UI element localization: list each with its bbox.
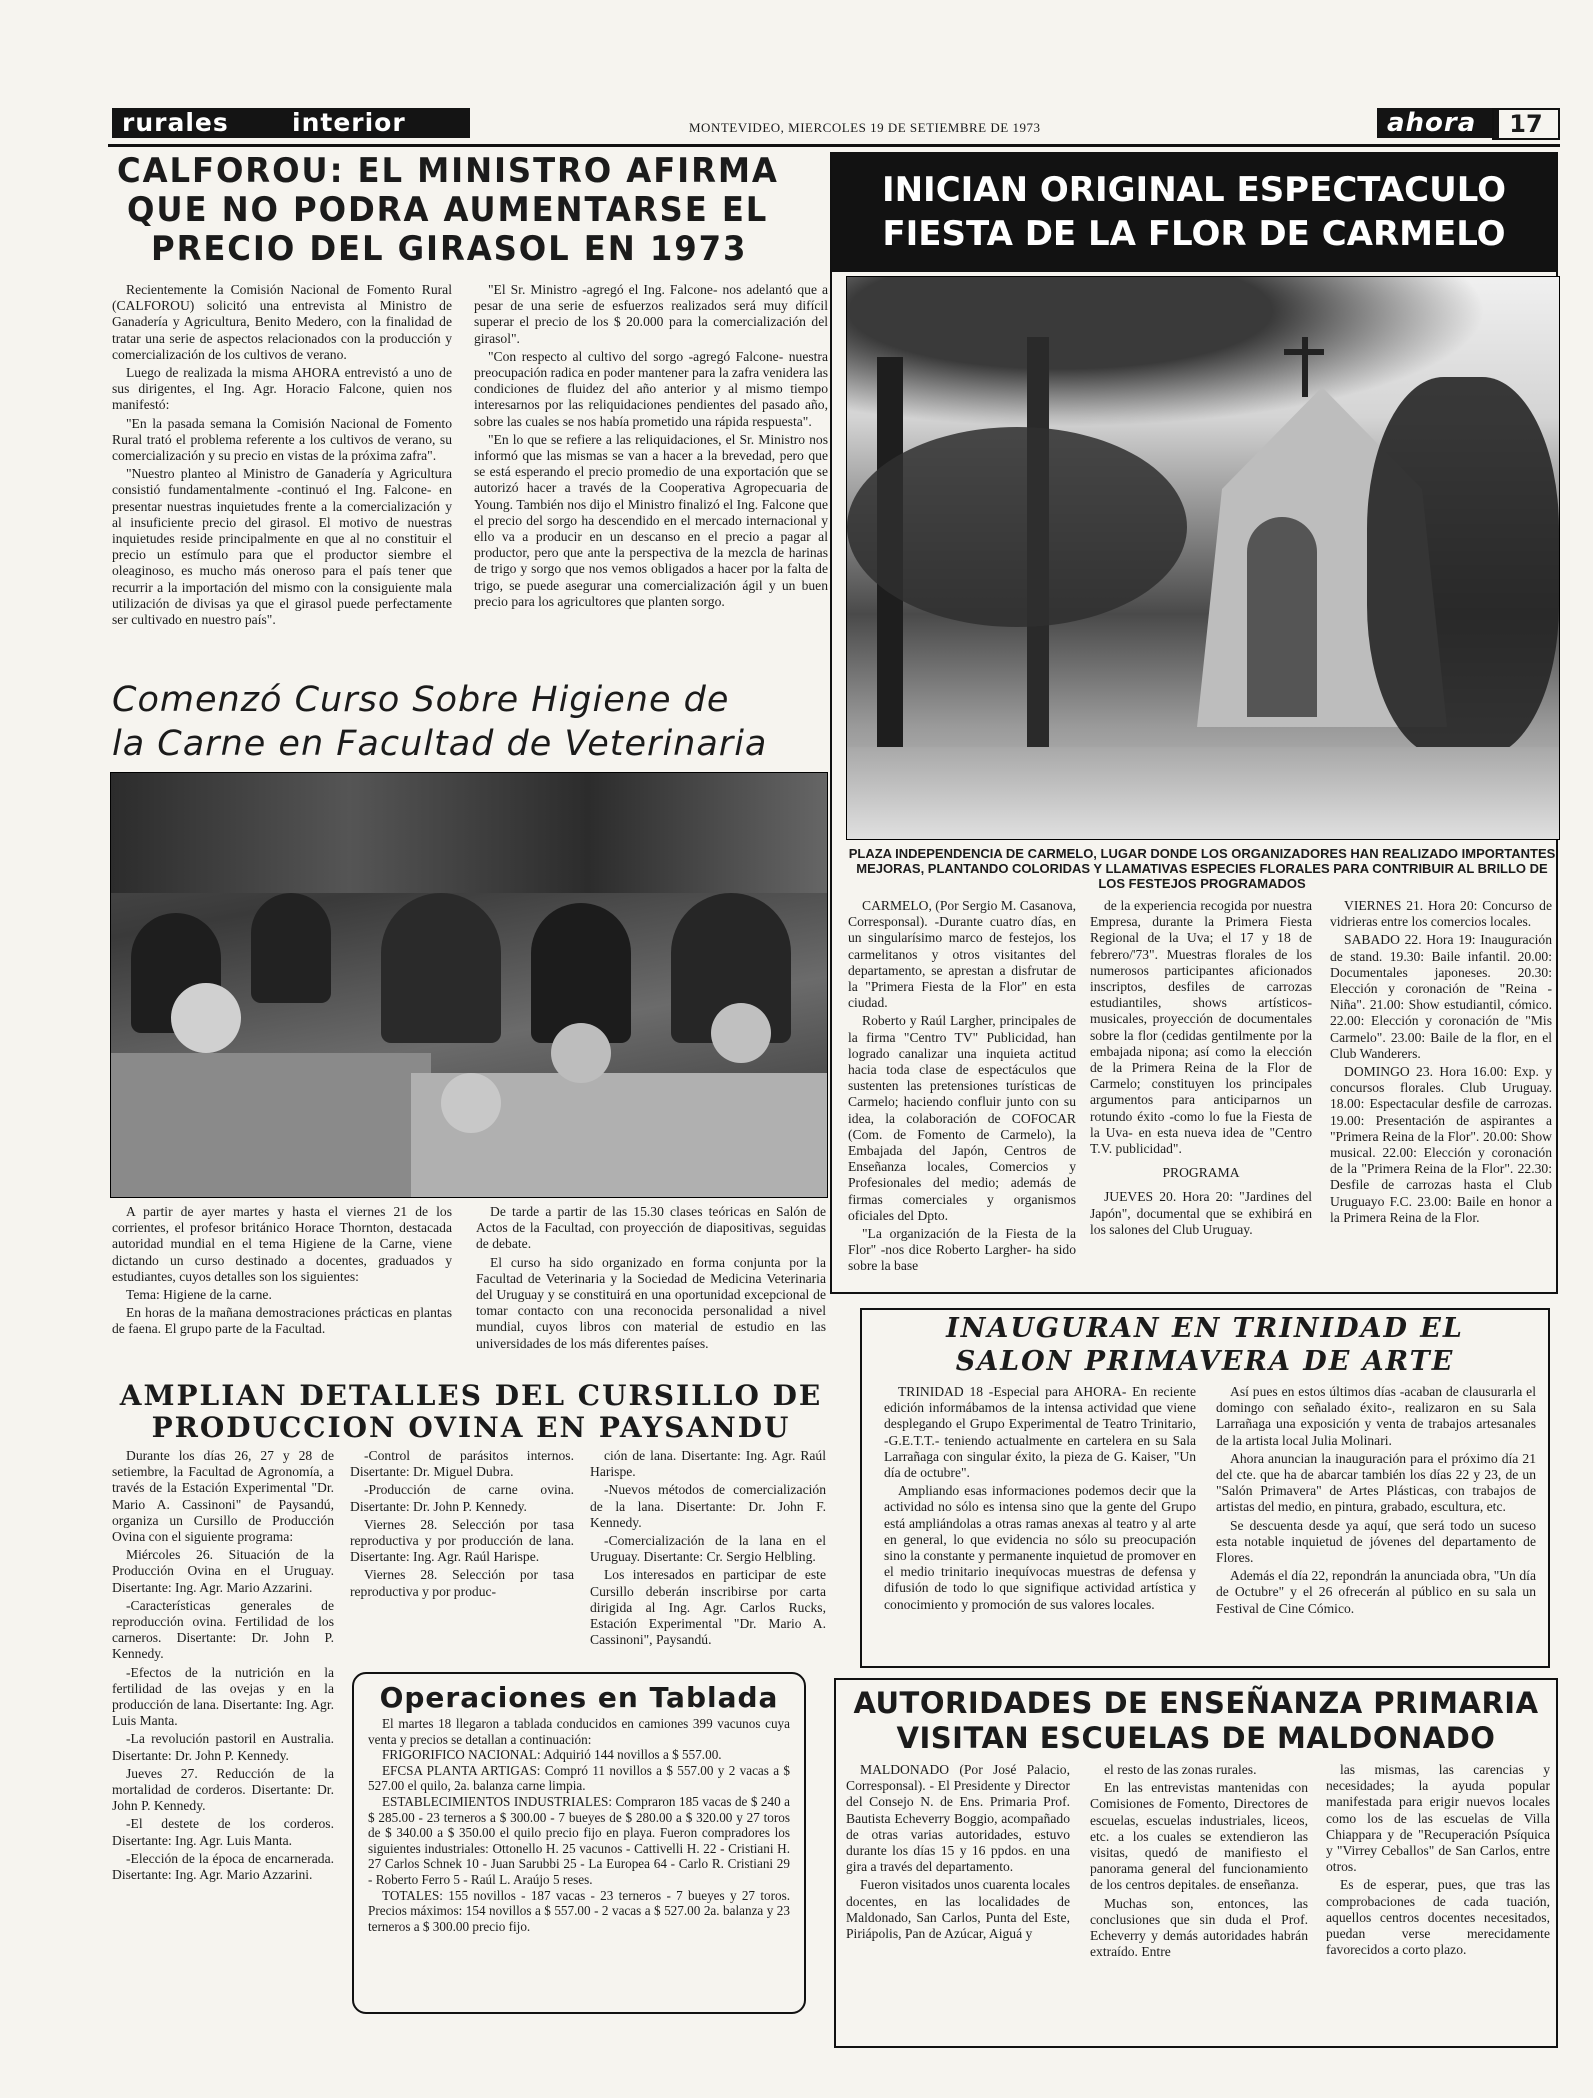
paragraph: -Producción de carne ovina. Disertante: Dr. John P. Kennedy. (350, 1482, 574, 1514)
paragraph: Tema: Higiene de la carne. (126, 1287, 272, 1303)
church-photo (846, 276, 1560, 840)
paragraph: las mismas, las carencias y necesidades; la ayuda popular manifestada para erigir nuevos locales como los de las escuelas de Villa Chiappara y de "Recuperación Psíquica y "Virrey Ceballos" de San Carlos, entre otros. (1326, 1762, 1550, 1875)
trinidad-column-2 (1216, 1384, 1536, 1662)
tablada-body (368, 1716, 790, 2000)
paragraph: "Nuestro planteo al Ministro de Ganadería y Agricultura consistió fundamentalmente -continuó el Ing. Falcone- en presentar nuestras inquietudes frente a la comercialización y al insuficiente precio del girasol. El motivo de nuestras inquietudes reside principalmente en que al no constituir el precio un estímulo para que el productor siembre el oleaginoso, es mucho más oneroso para el país tener que recurrir a la importación del mismo con la consiguiente mala utilización de divisas ya que el girasol puede perfectamente ser cultivado en nuestro país". (112, 466, 452, 628)
paragraph: "En la pasada semana la Comisión Nacional de Fomento Rural trató el problema referente a los cultivos de verano, su comercialización y su precio en vistas de la próxima zafra". (112, 415, 452, 464)
carmelo-column-3 (1330, 898, 1552, 1288)
paragraph: En las entrevistas mantenidas con Comisiones de Fomento, Directores de escuelas, escuelas industriales, liceos, etc. a los cuales se extendieron las visitas, quedó de manifiesto el panorama general del funcionamiento de los centros depitales. de enseñanza. (1090, 1780, 1308, 1893)
paragraph: Muchas son, entonces, las conclusiones que sin duda el Prof. Echeverry y demás autoridades habrán extraído. Entre (1090, 1895, 1308, 1960)
maldonado-column-3 (1326, 1762, 1550, 2042)
paragraph: En horas de la mañana demostraciones prácticas en plantas de faena. El grupo parte de la Facultad. (112, 1305, 452, 1337)
paragraph: Es de esperar, pues, que tras las comprobaciones de cada tuación, aquellos centros docentes necesitados, puedan verse merecidamente favorecidos a corto plazo. (1326, 1877, 1550, 1958)
calforou-headline-line2: QUE NO PODRA AUMENTARSE EL (127, 190, 769, 230)
paragraph: -Efectos de la nutrición en la fertilidad de las ovejas y en la producción de lana. Disertante: Ing. Agr. Luis Manta. (112, 1664, 334, 1729)
tablada-headline: Operaciones en Tablada (379, 1681, 779, 1714)
maldonado-headline (836, 1686, 1556, 1756)
maldonado-column-2 (1090, 1762, 1308, 2042)
paragraph: Se descuenta desde ya aquí, que será todo un suceso esta notable inquietud de jóvenes del departamento de Flores. (1216, 1517, 1536, 1566)
calforou-column-1 (112, 282, 452, 666)
ovina-column-1 (112, 1448, 334, 2046)
ovina-headline-line1: AMPLIAN DETALLES DEL CURSILLO DE (119, 1379, 823, 1412)
paragraph: SABADO 22. Hora 19: Inauguración de stand. 19.30: Baile infantil. 20.00: Documentales japoneses. 20.30: Elección y coronación de "Reina - Niña". 21.00: Show estudiantil, cómico. 22.00: Elección y coronación de "Mis Carmelo". 23.00: Baile de la flor, en el Club Wanderers. (1330, 932, 1552, 1061)
maldonado-column-1 (846, 1762, 1070, 2042)
masthead-rule (108, 144, 1560, 147)
section-label-rurales: rurales (112, 108, 284, 138)
paragraph: Jueves 27. Reducción de la mortalidad de corderos. Disertante: Dr. John P. Kennedy. (112, 1765, 334, 1814)
carmelo-column-1 (848, 898, 1076, 1288)
higiene-column-1 (112, 1204, 452, 1372)
paragraph: "En lo que se refiere a las reliquidaciones, el Sr. Ministro nos informó que las mismas se van a hacer a la brevedad, pero que se está esperando el precio promedio de una exportación que se autorizó hacer a través de la Cooperativa Agropecuaria de Young. También nos dijo el Ministro finalizó el Ing. Falcone que el precio del sorgo ha descendido en el mercado internacional y ello va a producir en un descanso en el precio a pagar al productor, pero que ante la perspectiva de la mezcla de harinas de trigo y sorgo que nos vemos obligados a hacer por la falta de trigo, se puede asegurar una comercialización ágil y un buen precio para los agricultores que planten sorgo. (474, 431, 828, 609)
higiene-headline-line1: Comenzó Curso Sobre Higiene de (112, 680, 730, 720)
paragraph: Así pues en estos últimos días -acaban de clausurarla el domingo con señalado éxito-, realizaron en su Sala Larrañaga una exposición y venta de trabajos artesanales de la artista local Julia Molinari. (1216, 1384, 1536, 1448)
paragraph: Los interesados en participar de este Cursillo deberán inscribirse por carta dirigida al Ing. Agr. Carlos Rucks, Estación Experimental "Dr. Mario A. Cassinoni", Paysandú. (590, 1567, 826, 1648)
maldonado-headline-line1: AUTORIDADES DE ENSEÑANZA PRIMARIA (853, 1686, 1539, 1720)
paragraph: El martes 18 llegaron a tablada conducidos en camiones 399 vacunos cuya venta y precios se detallan a continuación: (368, 1716, 790, 1747)
paragraph: -Control de parásitos internos. Disertante: Dr. Miguel Dubra. (350, 1448, 574, 1480)
trinidad-headline (862, 1312, 1548, 1378)
classroom-photo (110, 772, 828, 1198)
paragraph: -La revolución pastoril en Australia. Disertante: Dr. John P. Kennedy. (112, 1731, 334, 1763)
higiene-column-2 (476, 1204, 826, 1372)
paragraph: Miércoles 26. Situación de la Producción Ovina en el Uruguay. Disertante: Ing. Agr. Mario Azzarini. (112, 1547, 334, 1595)
ovina-column-2 (350, 1448, 574, 1666)
paragraph: Además el día 22, repondrán la anunciada obra, "Un día de Octubre" y el 26 ofrecerán al público en su sala un Festival de Cine Cómico. (1216, 1568, 1536, 1616)
programa-label: PROGRAMA (1162, 1165, 1240, 1181)
paragraph: TRINIDAD 18 -Especial para AHORA- En reciente edición informábamos de la intensa actividad que viene desplegando el Grupo Experimental de Teatro Trinitario, -G.E.T.T.- teniendo actualmente en cartelera en su Sala Larrañaga con singular éxito, la pieza de G. Kaiser, "Un día de octubre". (884, 1384, 1196, 1481)
higiene-headline (112, 678, 832, 766)
paragraph: -Comercialización de la lana en el Uruguay. Disertante: Cr. Sergio Helbling. (590, 1533, 826, 1565)
trinidad-headline-line2: SALON PRIMAVERA DE ARTE (955, 1346, 1455, 1377)
paragraph: DOMINGO 23. Hora 16.00: Exp. y concursos florales. Club Uruguay. 18.00: Espectacular desfile de carrozas. 19.00: Presentación de aspirantes a "Primera Reina de la Flor". 20.00: Show musical. 22.00: Elección y coronación de la "Primera Reina de la Flor". 22.30: Desfile de carrozas hasta el Club Uruguayo F.C. 23.00: Baile en honor a la Primera Reina de la Flor. (1330, 1064, 1552, 1225)
paragraph: "El Sr. Ministro -agregó el Ing. Falcone- nos adelantó que a pesar de una serie de esfuerzos realizados será muy difícil superar el precio de los $ 20.000 para la comercialización del girasol". (474, 282, 828, 346)
section-label-interior: interior (282, 108, 470, 138)
church-photo-caption: PLAZA INDEPENDENCIA DE CARMELO, LUGAR DONDE LOS ORGANIZADORES HAN REALIZADO IMPORTANTES MEJORAS, PLANTANDO COLORIDAS Y LLAMATIVAS ESPECIES FLORALES PARA CONTRIBUIR AL BRILLO DE LOS FESTEJOS PROGRAMADOS (848, 846, 1556, 891)
paragraph: -El destete de los corderos. Disertante: Ing. Agr. Luis Manta. (112, 1816, 334, 1848)
dateline: MONTEVIDEO, MIERCOLES 19 DE SETIEMBRE DE 1973 (689, 120, 1041, 135)
paragraph: MALDONADO (Por José Palacio, Corresponsal). - El Presidente y Director del Consejo N. de Ens. Primaria Prof. Bautista Echeverry Boggio, acompañado de otras varias autoridades, estuvo durante los días 15 y 16 ppdos. en una gira a través del departamento. (846, 1762, 1070, 1875)
page-number: 17 (1492, 108, 1560, 140)
paragraph: Roberto y Raúl Largher, principales de la firma "Centro TV" Publicidad, han logrado canalizar una inquieta actitud hacia toda clase de espectáculos que sustenten las pretensiones turísticas de Carmelo; haciendo confluir junto con su idea, la colaboración de COFOCAR (Com. de Fomento de Carmelo), la Embajada del Japón, Centros de Enseñanza locales, Comercios y Profesionales del medio; además de firmas comerciales y organismos oficiales del Dpto. (848, 1013, 1076, 1223)
paragraph: de la experiencia recogida por nuestra Empresa, durante la Primera Fiesta Regional de la Uva; el 17 y 18 de febrero/'73". Muestras florales de los numerosos participantes aficionados inscriptos, desfiles de carrozas estudiantiles, shows artísticos-musicales, proyección de documentales sobre la flor (cedidas gentilmente por la embajada nipona; así como la elección de la Primera Reina de la Flor de Carmelo; constituyen los principales argumentos para anticiparnos un rotundo éxito -como lo fue la Fiesta de la Uva- en esta nueva idea de "Centro T.V. publicidad". (1090, 898, 1312, 1157)
paragraph: el resto de las zonas rurales. (1104, 1762, 1257, 1777)
tablada-box (352, 1672, 806, 2014)
paragraph: CARMELO, (Por Sergio M. Casanova, Corresponsal). -Durante cuatro días, en un singularísimo marco de festejos, los carmelitanos y otros visitantes del departamento, se aprestan a disfrutar de la "Primera Fiesta de la Flor" en esta ciudad. (848, 898, 1076, 1011)
calforou-headline (108, 152, 822, 269)
paragraph: Ahora anuncian la inauguración para el próximo día 21 del cte. que ha de abarcar también los días 22 y 23, de un "Salón Primavera" de Artes Plásticas, con trabajos de artistas del medio, en pintura, grabado, escultura, etc. (1216, 1450, 1536, 1515)
paragraph: A partir de ayer martes y hasta el viernes 21 de los corrientes, el profesor británico Horace Thornton, destacada autoridad mundial en el tema Higiene de la Carne, viene dictando un curso destinado a docentes, graduados y estudiantes, cuyos detalles son los siguientes: (112, 1204, 452, 1284)
paragraph: FRIGORIFICO NACIONAL: Adquirió 144 novillos a $ 557.00. (382, 1747, 722, 1763)
higiene-headline-line2: la Carne en Facultad de Veterinaria (112, 724, 768, 764)
paragraph: Viernes 28. Selección por tasa reproductiva y por producción de lana. Disertante: Ing. Agr. Raúl Harispe. (350, 1516, 574, 1565)
ovina-headline-line2: PRODUCCION OVINA EN PAYSANDU (151, 1411, 791, 1444)
paragraph: ción de lana. Disertante: Ing. Agr. Raúl Harispe. (590, 1448, 826, 1480)
carmelo-headline (832, 154, 1556, 272)
paragraph: El curso ha sido organizado en forma conjunta por la Facultad de Veterinaria y la Sociedad de Medicina Veterinaria del Uruguay y se constituirá en una oportunidad excepcional de tomar contacto con una reconocida personalidad a nivel mundial, cuyos libros con material de estudio en las universidades de los más diferentes países. (476, 1254, 826, 1351)
brand-logo: ahora (1377, 108, 1499, 138)
trinidad-column-1 (884, 1384, 1196, 1662)
paragraph: TOTALES: 155 novillos - 187 vacas - 23 terneros - 7 bueyes y 27 toros. Precios máximos: 154 novillos a $ 557.00 - 2 vacas a $ 527.00 2a. balanza y 23 terneros a $ 300.00 precio fijo. (368, 1887, 790, 1934)
calforou-headline-line3: PRECIO DEL GIRASOL EN 1973 (151, 229, 748, 269)
paragraph: EFCSA PLANTA ARTIGAS: Compró 11 novillos a $ 557.00 y 2 vacas a $ 527.00 el quilo, 2a. balanza carne limpia. (368, 1762, 790, 1794)
paragraph: JUEVES 20. Hora 20: "Jardines del Japón", documental que se exhibirá en los salones del Club Uruguay. (1090, 1189, 1312, 1237)
ovina-column-3 (590, 1448, 826, 1666)
carmelo-headline-line1: INICIAN ORIGINAL ESPECTACULO (881, 170, 1507, 210)
paragraph: -Características generales de reproducción ovina. Fertilidad de los carneros. Disertante: Dr. John P. Kennedy. (112, 1597, 334, 1662)
paragraph: "Con respecto al cultivo del sorgo -agregó Falcone- nuestra preocupación radica en poder mantener para la zafra venidera las condiciones de fluidez del año anterior y al mismo tiempo interesarnos por las reliquidaciones pendientes del pasado año, sobre las cuales se nos había prometido una rápida respuesta". (474, 348, 828, 429)
paragraph: Luego de realizada la misma AHORA entrevistó a uno de sus dirigentes, el Ing. Agr. Horacio Falcone, quien nos manifestó: (112, 365, 452, 413)
paragraph: Viernes 28. Selección por tasa reproductiva y por produc- (350, 1567, 574, 1599)
maldonado-headline-line2: VISITAN ESCUELAS DE MALDONADO (896, 1721, 1496, 1755)
trinidad-headline-line1: INAUGURAN EN TRINIDAD EL (946, 1313, 1464, 1344)
paragraph: ESTABLECIMIENTOS INDUSTRIALES: Compraron 185 vacas de $ 240 a $ 285.00 - 23 terneros a $ 300.00 - 7 bueyes de $ 280.00 a $ 320.00 y 27 toros de $ 340.00 a $ 350.00 el quilo precio fijo en playa. Fueron compradores los siguientes industriales: Ottonello H. 25 vacunos - Cattivelli H. 22 - Cristiani H. 27 Carlos Schnek 10 - Juan Sarubbi 25 - La Europea 64 - Carlo R. Cristiani 29 - Roberto Ferro 5 - Raúl L. Araújo 5 reses. (368, 1793, 790, 1887)
carmelo-column-2 (1090, 898, 1312, 1288)
calforou-headline-line1: CALFOROU: EL MINISTRO AFIRMA (116, 151, 779, 191)
carmelo-headline-line2: FIESTA DE LA FLOR DE CARMELO (882, 214, 1506, 254)
paragraph: Recientemente la Comisión Nacional de Fomento Rural (CALFOROU) solicitó una entrevista al Ministro de Ganadería y Agricultura, Benito Medero, con la finalidad de tratar una serie de aspectos relacionados con la producción y comercialización de los cultivos de verano. (112, 282, 452, 362)
paragraph: Ampliando esas informaciones podemos decir que la actividad no sólo es intensa sino que la gente del Grupo está ampliándolas a otras ramas anexas al teatro y al arte en general, lo que evidencia no sólo su preocupación sino la constante y permanente inquietud de promover en el medio trinitario inequívocas muestras de defensa y difusión de todo lo que signifique actividad artística y conocimiento y promoción de sus valores locales. (884, 1483, 1196, 1612)
calforou-column-2 (474, 282, 828, 666)
paragraph: -Elección de la época de encarnerada. Disertante: Ing. Agr. Mario Azzarini. (112, 1850, 334, 1883)
paragraph: "La organización de la Fiesta de la Flor" -nos dice Roberto Largher- ha sido sobre la base (848, 1226, 1076, 1274)
paragraph: Fueron visitados unos cuarenta locales docentes, en las localidades de Maldonado, San Carlos, Punta del Este, Piriápolis, Pan de Azúcar, Aiguá y (846, 1877, 1070, 1942)
paragraph: VIERNES 21. Hora 20: Concurso de vidrieras entre los comercios locales. (1330, 898, 1552, 930)
paragraph: De tarde a partir de las 15.30 clases teóricas en Salón de Actos de la Facultad, con proyección de diapositivas, seguidas de debate. (476, 1204, 826, 1252)
paragraph: -Nuevos métodos de comercialización de la lana. Disertante: Dr. John F. Kennedy. (590, 1482, 826, 1530)
paragraph: Durante los días 26, 27 y 28 de setiembre, la Facultad de Agronomía, a través de la Estación Experimental "Dr. Mario A. Cassinoni" de Paysandú, organiza un Cursillo de Producción Ovina con el siguiente programa: (112, 1448, 334, 1545)
ovina-headline (108, 1380, 834, 1444)
